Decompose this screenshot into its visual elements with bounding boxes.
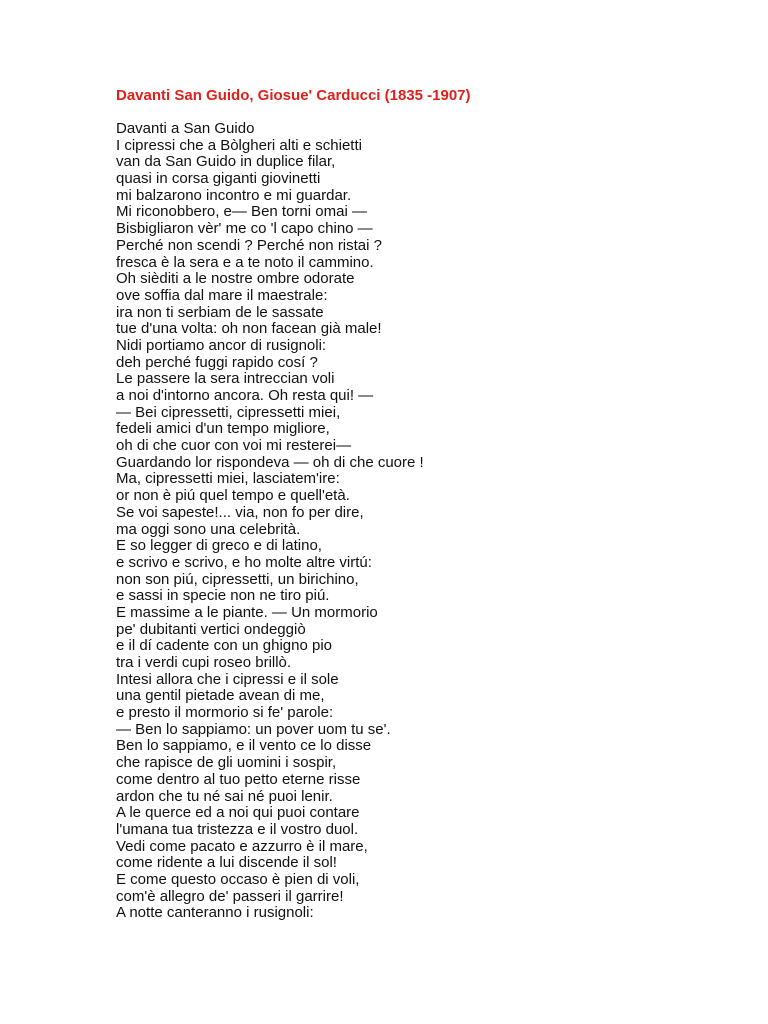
poem-line: deh perché fuggi rapido cosí ? <box>116 353 318 371</box>
poem-line: una gentil pietade avean di me, <box>116 687 325 705</box>
poem-line: — Ben lo sappiamo: un pover uom tu se'. <box>116 720 391 738</box>
poem-line: Intesi allora che i cipressi e il sole <box>116 670 339 688</box>
poem-line: — Bei cipressetti, cipressetti miei, <box>116 403 341 421</box>
poem-line: fedeli amici d'un tempo migliore, <box>116 420 330 438</box>
poem-line: ma oggi sono una celebrità. <box>116 520 301 538</box>
poem-line: Ma, cipressetti miei, lasciatem'ire: <box>116 470 340 488</box>
poem-line: a noi d'intorno ancora. Oh resta qui! — <box>116 387 374 404</box>
poem-line: E massime a le piante. — Un mormorio <box>116 603 378 621</box>
poem-line: e scrivo e scrivo, e ho molte altre virtú: <box>116 553 372 571</box>
poem-line: van da San Guido in duplice filar, <box>116 153 336 171</box>
poem-line: Mi riconobbero, e— Ben torni omai — <box>116 203 367 221</box>
poem-line: mi balzarono incontro e mi guardar. <box>116 186 352 204</box>
poem-line: l'umana tua tristezza e il vostro duol. <box>116 820 359 838</box>
poem-line: Vedi come pacato e azzurro è il mare, <box>116 837 368 855</box>
poem-line: come dentro al tuo petto eterne risse <box>116 770 361 788</box>
poem-line: Le passere la sera intreccian voli <box>116 370 335 388</box>
poem-line: quasi in corsa giganti giovinetti <box>116 170 321 188</box>
poem-line: non son piú, cipressetti, un birichino, <box>116 570 359 588</box>
poem-body <box>116 121 424 922</box>
poem-line: Perché non scendi ? Perché non ristai ? <box>116 236 382 254</box>
document-title: Davanti San Guido, Giosue' Carducci (1835 -1907) <box>116 87 471 104</box>
poem-line: pe' dubitanti vertici ondeggiò <box>116 620 306 638</box>
poem-line: A notte canteranno i rusignoli: <box>116 904 314 922</box>
poem-line: e presto il mormorio si fe' parole: <box>116 704 334 722</box>
poem-line: A le querce ed a noi qui puoi contare <box>116 804 360 822</box>
poem-line: come ridente a lui discende il sol! <box>116 854 337 872</box>
poem-line: tra i verdi cupi roseo brillò. <box>116 654 292 671</box>
poem-line: or non è piú quel tempo e quell'età. <box>116 487 350 505</box>
poem-line: Nidi portiamo ancor di rusignoli: <box>116 336 327 354</box>
poem-line: tue d'una volta: oh non facean già male! <box>116 320 382 338</box>
poem-line: e sassi in specie non ne tiro piú. <box>116 587 330 605</box>
poem-line: fresca è la sera e a te noto il cammino. <box>116 253 374 271</box>
poem-line: Bisbigliaron vèr' me co 'l capo chino — <box>116 220 373 238</box>
poem-line: ardon che tu né sai né puoi lenir. <box>116 787 333 805</box>
poem-line: e il dí cadente con un ghigno pio <box>116 637 332 655</box>
poem-line: Guardando lor rispondeva — oh di che cuore ! <box>116 453 424 471</box>
poem-line: Ben lo sappiamo, e il vento ce lo disse <box>116 737 372 755</box>
poem-line: ove soffia dal mare il maestrale: <box>116 286 328 304</box>
poem-line: Se voi sapeste!... via, non fo per dire, <box>116 503 364 521</box>
poem-line: ira non ti serbiam de le sassate <box>116 303 324 321</box>
poem-line: com'è allegro de' passeri il garrire! <box>116 887 344 905</box>
poem-line: Davanti a San Guido <box>116 120 255 137</box>
poem-line: I cipressi che a Bòlgheri alti e schietti <box>116 136 362 154</box>
poem-line: E so legger di greco e di latino, <box>116 537 322 555</box>
poem-line: oh di che cuor con voi mi resterei— <box>116 437 352 455</box>
poem-line: E come questo occaso è pien di voli, <box>116 870 360 888</box>
poem-line: che rapisce de gli uomini i sospir, <box>116 754 337 772</box>
poem-line: Oh sièditi a le nostre ombre odorate <box>116 270 355 288</box>
